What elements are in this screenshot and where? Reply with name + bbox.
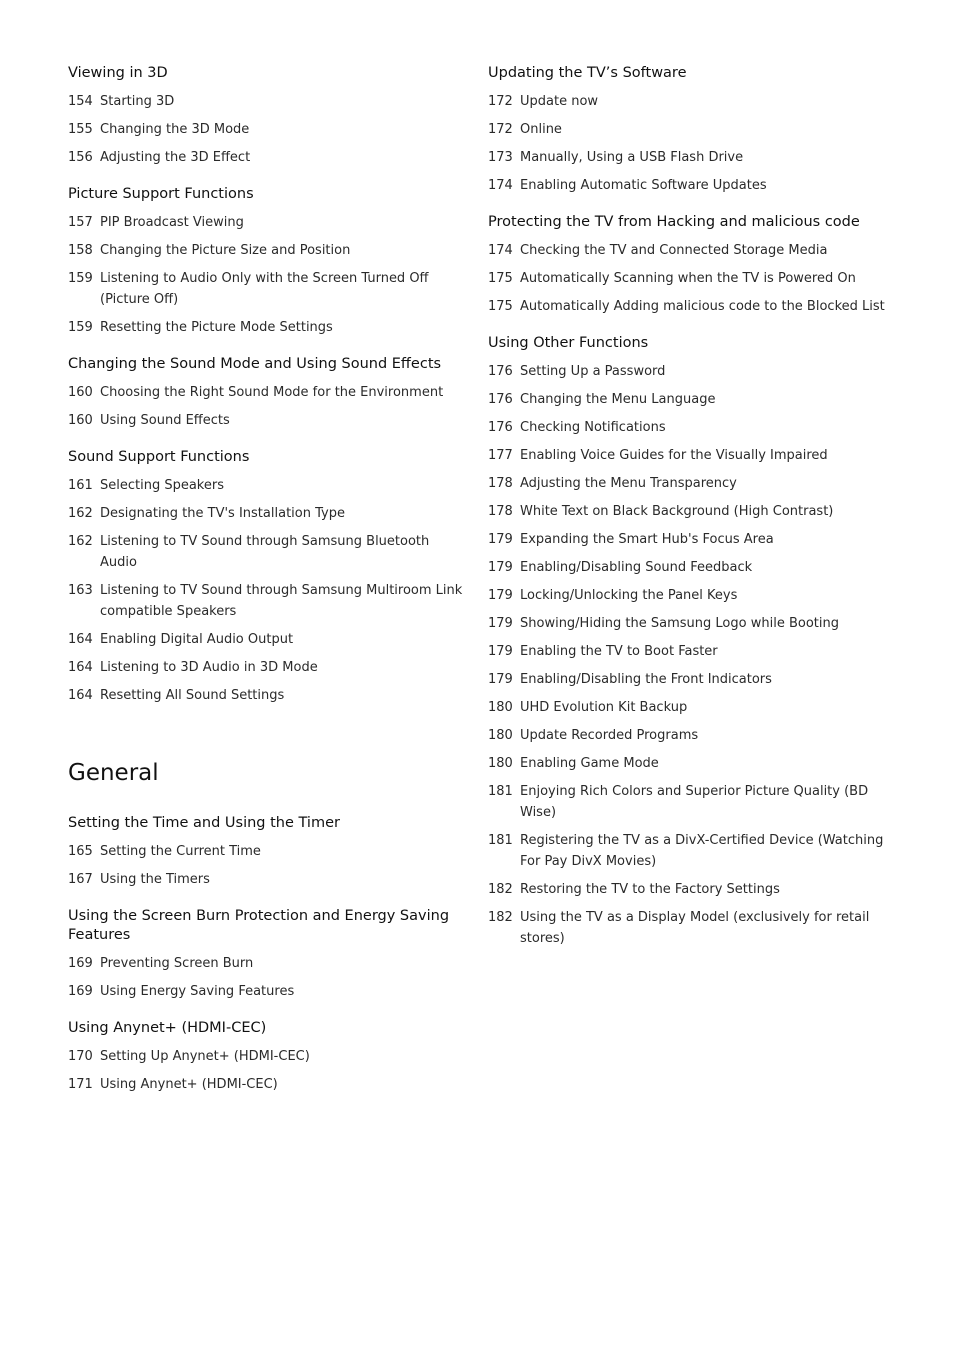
page-number: 178	[488, 476, 513, 491]
page-number: 176	[488, 420, 513, 435]
page-number: 167	[68, 872, 93, 887]
page-number: 182	[488, 882, 513, 897]
entry-title: Resetting the Picture Mode Settings	[100, 320, 333, 335]
toc-entry[interactable]	[68, 953, 468, 974]
page-number: 172	[488, 94, 513, 109]
entry-title: Enabling Game Mode	[520, 756, 659, 771]
toc-entry[interactable]	[488, 501, 888, 522]
section-title: Using Other Functions	[488, 335, 649, 351]
toc-entry[interactable]	[488, 389, 888, 410]
entry-title: Checking the TV and Connected Storage Media	[520, 243, 828, 258]
section-title: Sound Support Functions	[68, 449, 250, 465]
page-number: 154	[68, 94, 93, 109]
toc-section	[488, 213, 888, 317]
entry-title: Adjusting the 3D Effect	[100, 150, 251, 165]
page-number: 182	[488, 910, 513, 925]
page-number: 181	[488, 784, 513, 799]
page-number: 155	[68, 122, 93, 137]
entry-title: Changing the Picture Size and Position	[100, 243, 351, 258]
page-number: 162	[68, 506, 93, 521]
section-title: Changing the Sound Mode and Using Sound Effects	[68, 356, 442, 372]
toc-entry[interactable]	[488, 147, 888, 168]
toc-entry[interactable]	[488, 296, 888, 317]
page-number: 169	[68, 984, 93, 999]
section-title: Using the Screen Burn Protection and Energy Saving Features	[68, 908, 450, 943]
entry-title: Enabling the TV to Boot Faster	[520, 644, 718, 659]
toc-entry[interactable]	[488, 268, 888, 289]
toc-section	[68, 814, 468, 890]
toc-entry[interactable]	[68, 268, 468, 310]
entry-title: Enabling Automatic Software Updates	[520, 178, 767, 193]
entry-title: Setting Up a Password	[520, 364, 666, 379]
toc-entry[interactable]	[68, 629, 468, 650]
entry-title: Update Recorded Programs	[520, 728, 699, 743]
entry-title: Showing/Hiding the Samsung Logo while Booting	[520, 616, 839, 631]
toc-entry[interactable]	[488, 240, 888, 261]
toc-section	[488, 64, 888, 196]
entry-title: Listening to TV Sound through Samsung Bluetooth Audio	[100, 534, 430, 570]
toc-entry[interactable]	[68, 657, 468, 678]
toc-sections-before	[68, 64, 468, 706]
toc-entry[interactable]	[68, 580, 468, 622]
page-number: 172	[488, 122, 513, 137]
entry-title: Restoring the TV to the Factory Settings	[520, 882, 780, 897]
page-number: 175	[488, 299, 513, 314]
toc-section	[68, 64, 468, 168]
toc-entry[interactable]	[488, 473, 888, 494]
entry-title: Choosing the Right Sound Mode for the Environment	[100, 385, 444, 400]
toc-entry[interactable]	[488, 697, 888, 718]
toc-entry[interactable]	[68, 841, 468, 862]
entry-title: Update now	[520, 94, 599, 109]
toc-entry[interactable]	[488, 585, 888, 606]
toc-entry[interactable]	[68, 317, 468, 338]
page-number: 179	[488, 616, 513, 631]
page-number: 180	[488, 756, 513, 771]
entry-title: Changing the 3D Mode	[100, 122, 250, 137]
toc-entry[interactable]	[488, 175, 888, 196]
entry-title: PIP Broadcast Viewing	[100, 215, 244, 230]
toc-entry[interactable]	[488, 417, 888, 438]
entry-title: Online	[520, 122, 562, 137]
toc-entry[interactable]	[68, 212, 468, 233]
toc-entry[interactable]	[68, 503, 468, 524]
section-title: Protecting the TV from Hacking and malicious code	[488, 214, 860, 230]
toc-entry[interactable]	[68, 147, 468, 168]
toc-section	[488, 334, 888, 949]
page-number: 173	[488, 150, 513, 165]
toc-section	[68, 185, 468, 338]
toc-entry[interactable]	[488, 907, 888, 949]
page-number: 156	[68, 150, 93, 165]
page-number: 160	[68, 385, 93, 400]
toc-entry[interactable]	[488, 641, 888, 662]
toc-entry[interactable]	[488, 830, 888, 872]
section-title: Picture Support Functions	[68, 186, 254, 202]
toc-entry[interactable]	[488, 753, 888, 774]
entry-title: Designating the TV's Installation Type	[100, 506, 345, 521]
toc-entry[interactable]	[488, 361, 888, 382]
toc-entry[interactable]	[68, 382, 468, 403]
section-title: Updating the TV’s Software	[488, 65, 687, 81]
entry-title: Using the Timers	[100, 872, 210, 887]
entry-title: Enabling Digital Audio Output	[100, 632, 294, 647]
entry-title: Using Sound Effects	[100, 413, 230, 428]
page-number: 171	[68, 1077, 93, 1092]
entry-title: Automatically Adding malicious code to the Blocked List	[520, 299, 885, 314]
toc-entry[interactable]	[488, 879, 888, 900]
toc-entry[interactable]	[68, 410, 468, 431]
toc-right-column	[488, 64, 888, 966]
page-number: 179	[488, 532, 513, 547]
page-number: 161	[68, 478, 93, 493]
entry-title: Resetting All Sound Settings	[100, 688, 285, 703]
toc-entry[interactable]	[68, 869, 468, 890]
page-number: 176	[488, 364, 513, 379]
page-number: 174	[488, 243, 513, 258]
toc-entry[interactable]	[488, 119, 888, 140]
entry-title: Changing the Menu Language	[520, 392, 716, 407]
page-number: 169	[68, 956, 93, 971]
page-number: 179	[488, 588, 513, 603]
page-number: 181	[488, 833, 513, 848]
toc-entry[interactable]	[488, 529, 888, 550]
page-number: 178	[488, 504, 513, 519]
toc-sections-right	[488, 64, 888, 949]
entry-title: Listening to TV Sound through Samsung Multiroom Link compatible Speakers	[100, 583, 463, 619]
page-number: 159	[68, 271, 93, 286]
toc-entry[interactable]	[488, 91, 888, 112]
chapter-title: General	[68, 760, 159, 786]
page-number: 179	[488, 672, 513, 687]
entry-title: Setting the Current Time	[100, 844, 261, 859]
page-number: 176	[488, 392, 513, 407]
entry-title: Listening to 3D Audio in 3D Mode	[100, 660, 318, 675]
page-number: 164	[68, 660, 93, 675]
page-number: 162	[68, 534, 93, 549]
toc-entry[interactable]	[68, 91, 468, 112]
toc-entry[interactable]	[68, 475, 468, 496]
entry-title: Enabling/Disabling Sound Feedback	[520, 560, 753, 575]
page-number: 158	[68, 243, 93, 258]
toc-entry[interactable]	[488, 445, 888, 466]
page-number: 163	[68, 583, 93, 598]
toc-entry[interactable]	[68, 119, 468, 140]
page-number: 164	[68, 688, 93, 703]
page-number: 170	[68, 1049, 93, 1064]
entry-title: UHD Evolution Kit Backup	[520, 700, 688, 715]
toc-entry[interactable]	[68, 1046, 468, 1067]
entry-title: Starting 3D	[100, 94, 175, 109]
entry-title: Manually, Using a USB Flash Drive	[520, 150, 744, 165]
toc-entry[interactable]	[488, 725, 888, 746]
toc-entry[interactable]	[68, 685, 468, 706]
entry-title: Adjusting the Menu Transparency	[520, 476, 737, 491]
toc-entry[interactable]	[68, 981, 468, 1002]
section-title: Viewing in 3D	[68, 65, 168, 81]
page-number: 177	[488, 448, 513, 463]
toc-section	[68, 1019, 468, 1095]
entry-title: White Text on Black Background (High Contrast)	[520, 504, 834, 519]
entry-title: Setting Up Anynet+ (HDMI-CEC)	[100, 1049, 310, 1064]
toc-entry[interactable]	[68, 240, 468, 261]
entry-title: Using Anynet+ (HDMI-CEC)	[100, 1077, 278, 1092]
page-number: 164	[68, 632, 93, 647]
entry-title: Selecting Speakers	[100, 478, 224, 493]
entry-title: Locking/Unlocking the Panel Keys	[520, 588, 738, 603]
page-number: 180	[488, 700, 513, 715]
page-number: 157	[68, 215, 93, 230]
page-number: 179	[488, 560, 513, 575]
toc-entry[interactable]	[68, 1074, 468, 1095]
toc-entry[interactable]	[488, 669, 888, 690]
toc-entry[interactable]	[488, 557, 888, 578]
entry-title: Enjoying Rich Colors and Superior Picture Quality (BD Wise)	[520, 784, 869, 820]
toc-entry[interactable]	[488, 781, 888, 823]
entry-title: Preventing Screen Burn	[100, 956, 254, 971]
page-number: 174	[488, 178, 513, 193]
page-number: 160	[68, 413, 93, 428]
page-number: 159	[68, 320, 93, 335]
toc-entry[interactable]	[68, 531, 468, 573]
entry-title: Checking Notifications	[520, 420, 666, 435]
entry-title: Listening to Audio Only with the Screen Turned Off (Picture Off)	[100, 271, 429, 307]
section-title: Using Anynet+ (HDMI-CEC)	[68, 1020, 267, 1036]
toc-section	[68, 907, 468, 1002]
entry-title: Enabling/Disabling the Front Indicators	[520, 672, 772, 687]
page-number: 180	[488, 728, 513, 743]
entry-title: Automatically Scanning when the TV is Powered On	[520, 271, 856, 286]
toc-sections-after	[68, 814, 468, 1095]
toc-left-column	[68, 64, 468, 1112]
entry-title: Using Energy Saving Features	[100, 984, 295, 999]
entry-title: Registering the TV as a DivX-Certified Device (Watching For Pay DivX Movies)	[520, 833, 884, 869]
section-title: Setting the Time and Using the Timer	[68, 815, 340, 831]
entry-title: Expanding the Smart Hub's Focus Area	[520, 532, 774, 547]
toc-entry[interactable]	[488, 613, 888, 634]
toc-section	[68, 448, 468, 706]
page-number: 165	[68, 844, 93, 859]
page-number: 175	[488, 271, 513, 286]
toc-section	[68, 355, 468, 431]
entry-title: Using the TV as a Display Model (exclusively for retail stores)	[520, 910, 870, 946]
page-number: 179	[488, 644, 513, 659]
entry-title: Enabling Voice Guides for the Visually Impaired	[520, 448, 828, 463]
